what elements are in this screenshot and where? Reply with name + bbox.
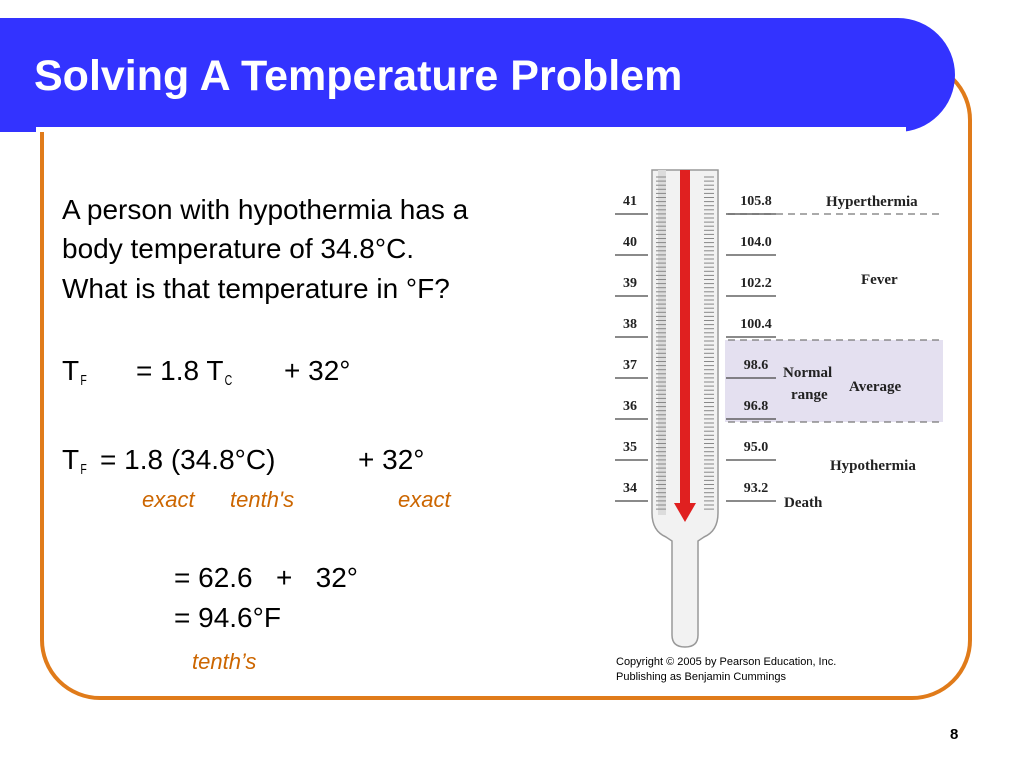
celsius-34: 34 xyxy=(623,481,637,496)
note-exact-1: exact xyxy=(142,487,195,512)
page-number: 8 xyxy=(950,726,959,743)
equation-substituted xyxy=(62,444,88,476)
celsius-40: 40 xyxy=(623,235,637,250)
fahrenheit-95-0: 95.0 xyxy=(743,440,769,455)
celsius-36: 36 xyxy=(623,399,637,414)
fahrenheit-105-8: 105.8 xyxy=(740,194,772,209)
problem-line-2: body temperature of 34.8°C. xyxy=(62,233,415,264)
note-tenths-result: tenth’s xyxy=(192,649,257,674)
celsius-35: 35 xyxy=(623,440,637,455)
title-underline xyxy=(36,127,906,132)
note-exact-2: exact xyxy=(398,487,451,512)
eq1-rhs: + 32° xyxy=(284,355,351,386)
fahrenheit-104-0: 104.0 xyxy=(740,235,772,250)
celsius-38: 38 xyxy=(623,317,637,332)
celsius-37: 37 xyxy=(623,358,637,373)
mercury-column xyxy=(680,170,690,505)
problem-line-3: What is that temperature in °F? xyxy=(62,273,450,304)
fahrenheit-100-4: 100.4 xyxy=(740,317,772,332)
eq2-mid: = 1.8 (34.8°C) xyxy=(100,444,276,475)
label-range: range xyxy=(791,387,828,403)
fahrenheit-96-8: 96.8 xyxy=(743,399,769,414)
copyright-line-2: Publishing as Benjamin Cummings xyxy=(616,671,786,683)
step-sum: = 62.6 + 32° xyxy=(174,562,358,593)
slide-title: Solving A Temperature Problem xyxy=(34,52,683,100)
eq2-lhs-sub: F xyxy=(80,461,87,478)
label-hyperthermia: Hyperthermia xyxy=(826,194,918,210)
copyright-line-1: Copyright © 2005 by Pearson Education, Inc. xyxy=(616,656,837,668)
note-tenths: tenth's xyxy=(230,487,295,512)
thermometer-figure xyxy=(600,165,960,655)
fahrenheit-98-6: 98.6 xyxy=(743,358,769,373)
eq2-rhs: + 32° xyxy=(358,444,425,475)
fahrenheit-93-2: 93.2 xyxy=(743,481,769,496)
eq1-mid-text: = 1.8 T xyxy=(136,355,224,386)
eq1-lhs-sub: F xyxy=(80,372,87,389)
label-death: Death xyxy=(784,495,823,511)
eq1-mid xyxy=(136,355,234,387)
celsius-41: 41 xyxy=(623,194,637,209)
label-hypothermia: Hypothermia xyxy=(830,458,916,474)
equation-general xyxy=(62,355,88,387)
fahrenheit-102-2: 102.2 xyxy=(740,276,772,291)
label-normal: Normal xyxy=(783,365,833,381)
label-fever: Fever xyxy=(861,272,898,288)
eq1-lhs: T xyxy=(62,355,80,386)
eq2-lhs: T xyxy=(62,444,80,475)
label-average: Average xyxy=(849,379,902,395)
problem-line-1: A person with hypothermia has a xyxy=(62,194,469,225)
eq1-mid-sub: C xyxy=(225,372,233,389)
celsius-39: 39 xyxy=(623,276,637,291)
step-result: = 94.6°F xyxy=(174,602,281,633)
